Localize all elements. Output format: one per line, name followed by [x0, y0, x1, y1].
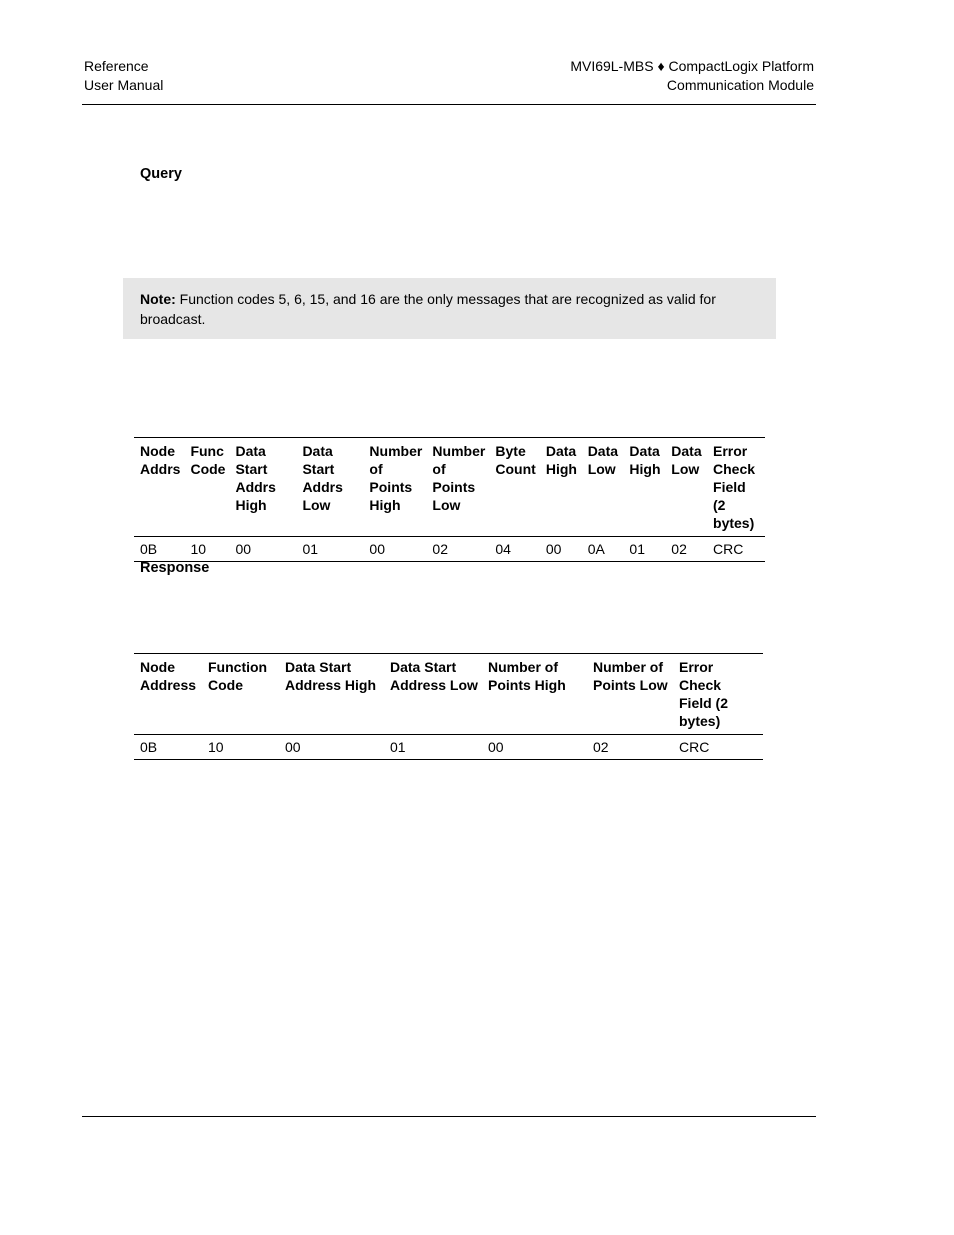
column-header-line: bytes)	[713, 515, 755, 531]
query-heading: Query	[140, 166, 182, 182]
column-header-line: Data	[671, 443, 702, 459]
column-header-line: Byte	[495, 443, 526, 459]
column-header-line: Check	[713, 461, 756, 477]
column-header	[384, 654, 482, 735]
table-cell: 0B	[140, 541, 158, 557]
table-cell: 00	[285, 739, 301, 755]
table-cell: 04	[495, 541, 511, 557]
column-header-line: Addrs	[235, 479, 276, 495]
note-text: Function codes 5, 6, 15, and 16 are the only messages that are recognized as valid for broadcast.	[140, 291, 716, 327]
column-header-line: Func	[190, 443, 224, 459]
column-header-line: Low	[587, 461, 616, 477]
column-header	[482, 654, 587, 735]
column-header	[184, 438, 229, 537]
column-header-line: Error	[713, 443, 748, 459]
column-header-line: Data Start	[285, 659, 352, 675]
column-header-line: Address	[140, 677, 197, 693]
column-header	[296, 438, 363, 537]
column-header	[134, 438, 184, 537]
query-table-header-row	[134, 438, 765, 537]
column-header-line: Data	[587, 443, 619, 459]
table-cell: 02	[432, 541, 448, 557]
column-header-line: Points	[432, 479, 476, 495]
column-header-line: Error Check	[679, 659, 722, 693]
column-header	[582, 438, 624, 537]
page-header-left	[84, 57, 163, 95]
table-cell: 00	[545, 541, 562, 557]
header-section-label: Reference	[84, 58, 149, 74]
header-module-name: Communication Module	[666, 77, 814, 93]
column-header-line: Data	[545, 443, 577, 459]
column-header-line: Number	[369, 443, 423, 459]
header-product-name: MVI69L-MBS ♦ CompactLogix Platform	[570, 58, 814, 74]
column-header-line: Field (2	[713, 479, 746, 513]
page-header-right	[570, 57, 814, 95]
response-table	[134, 653, 763, 760]
footer-divider	[82, 1116, 816, 1117]
table-cell: 10	[208, 739, 224, 755]
column-header	[134, 654, 202, 735]
query-table	[134, 437, 765, 562]
column-header	[489, 438, 539, 537]
column-header-line: High	[629, 461, 661, 477]
column-header	[623, 438, 665, 537]
note-box	[123, 278, 776, 339]
column-header-line: Data Start	[390, 659, 457, 675]
table-cell: 00	[235, 541, 252, 557]
header-doc-type: User Manual	[84, 77, 164, 93]
response-heading: Response	[140, 560, 210, 576]
column-header-line: Points	[369, 479, 413, 495]
table-cell: CRC	[679, 739, 710, 755]
column-header	[279, 654, 384, 735]
column-header-line: Data Start	[235, 443, 268, 477]
table-cell: 01	[390, 739, 406, 755]
column-header	[587, 654, 673, 735]
column-header-line: Address High	[285, 677, 377, 693]
header-divider	[82, 104, 816, 105]
column-header	[229, 438, 296, 537]
table-cell: 00	[488, 739, 504, 755]
column-header-line: High	[545, 461, 577, 477]
column-header-line: Data Start	[302, 443, 335, 477]
column-header-line: Low	[671, 461, 700, 477]
table-cell: CRC	[713, 541, 744, 557]
column-header	[673, 654, 763, 735]
note-label: Note:	[140, 291, 176, 307]
column-header-line: Field (2	[679, 695, 729, 711]
response-table-row	[134, 735, 763, 760]
column-header	[707, 438, 765, 537]
table-cell: 0A	[587, 541, 605, 557]
table-cell: 10	[190, 541, 207, 557]
table-cell: 01	[629, 541, 645, 557]
column-header-line: Number	[432, 443, 486, 459]
column-header-line: Addrs	[140, 461, 181, 477]
column-header	[665, 438, 707, 537]
table-cell: 0B	[140, 739, 158, 755]
column-header-line: Data	[629, 443, 660, 459]
table-cell: 00	[369, 541, 385, 557]
column-header-line: Low	[302, 497, 331, 513]
column-header-line: Code	[190, 461, 226, 477]
column-header-line: of	[432, 461, 446, 477]
column-header-line: Function	[208, 659, 268, 675]
column-header-line: Node	[140, 443, 175, 459]
column-header-line: Low	[432, 497, 461, 513]
column-header-line: Addrs	[302, 479, 343, 495]
column-header-line: bytes)	[679, 713, 721, 729]
column-header-line: Address Low	[390, 677, 478, 693]
table-cell: 02	[593, 739, 609, 755]
column-header-line: High	[369, 497, 401, 513]
column-header-line: Number of	[488, 659, 558, 675]
response-table-header-row	[134, 654, 763, 735]
column-header	[202, 654, 279, 735]
table-cell: 02	[671, 541, 687, 557]
column-header-line: of	[369, 461, 383, 477]
column-header-line: Points High	[488, 677, 566, 693]
query-table-row	[134, 537, 765, 562]
column-header-line: Code	[208, 677, 243, 693]
column-header	[540, 438, 582, 537]
column-header-line: High	[235, 497, 267, 513]
column-header-line: Number of	[593, 659, 663, 675]
column-header-line: Count	[495, 461, 536, 477]
column-header	[426, 438, 489, 537]
column-header-line: Node	[140, 659, 175, 675]
table-cell: 01	[302, 541, 319, 557]
column-header	[363, 438, 426, 537]
column-header-line: Points Low	[593, 677, 668, 693]
